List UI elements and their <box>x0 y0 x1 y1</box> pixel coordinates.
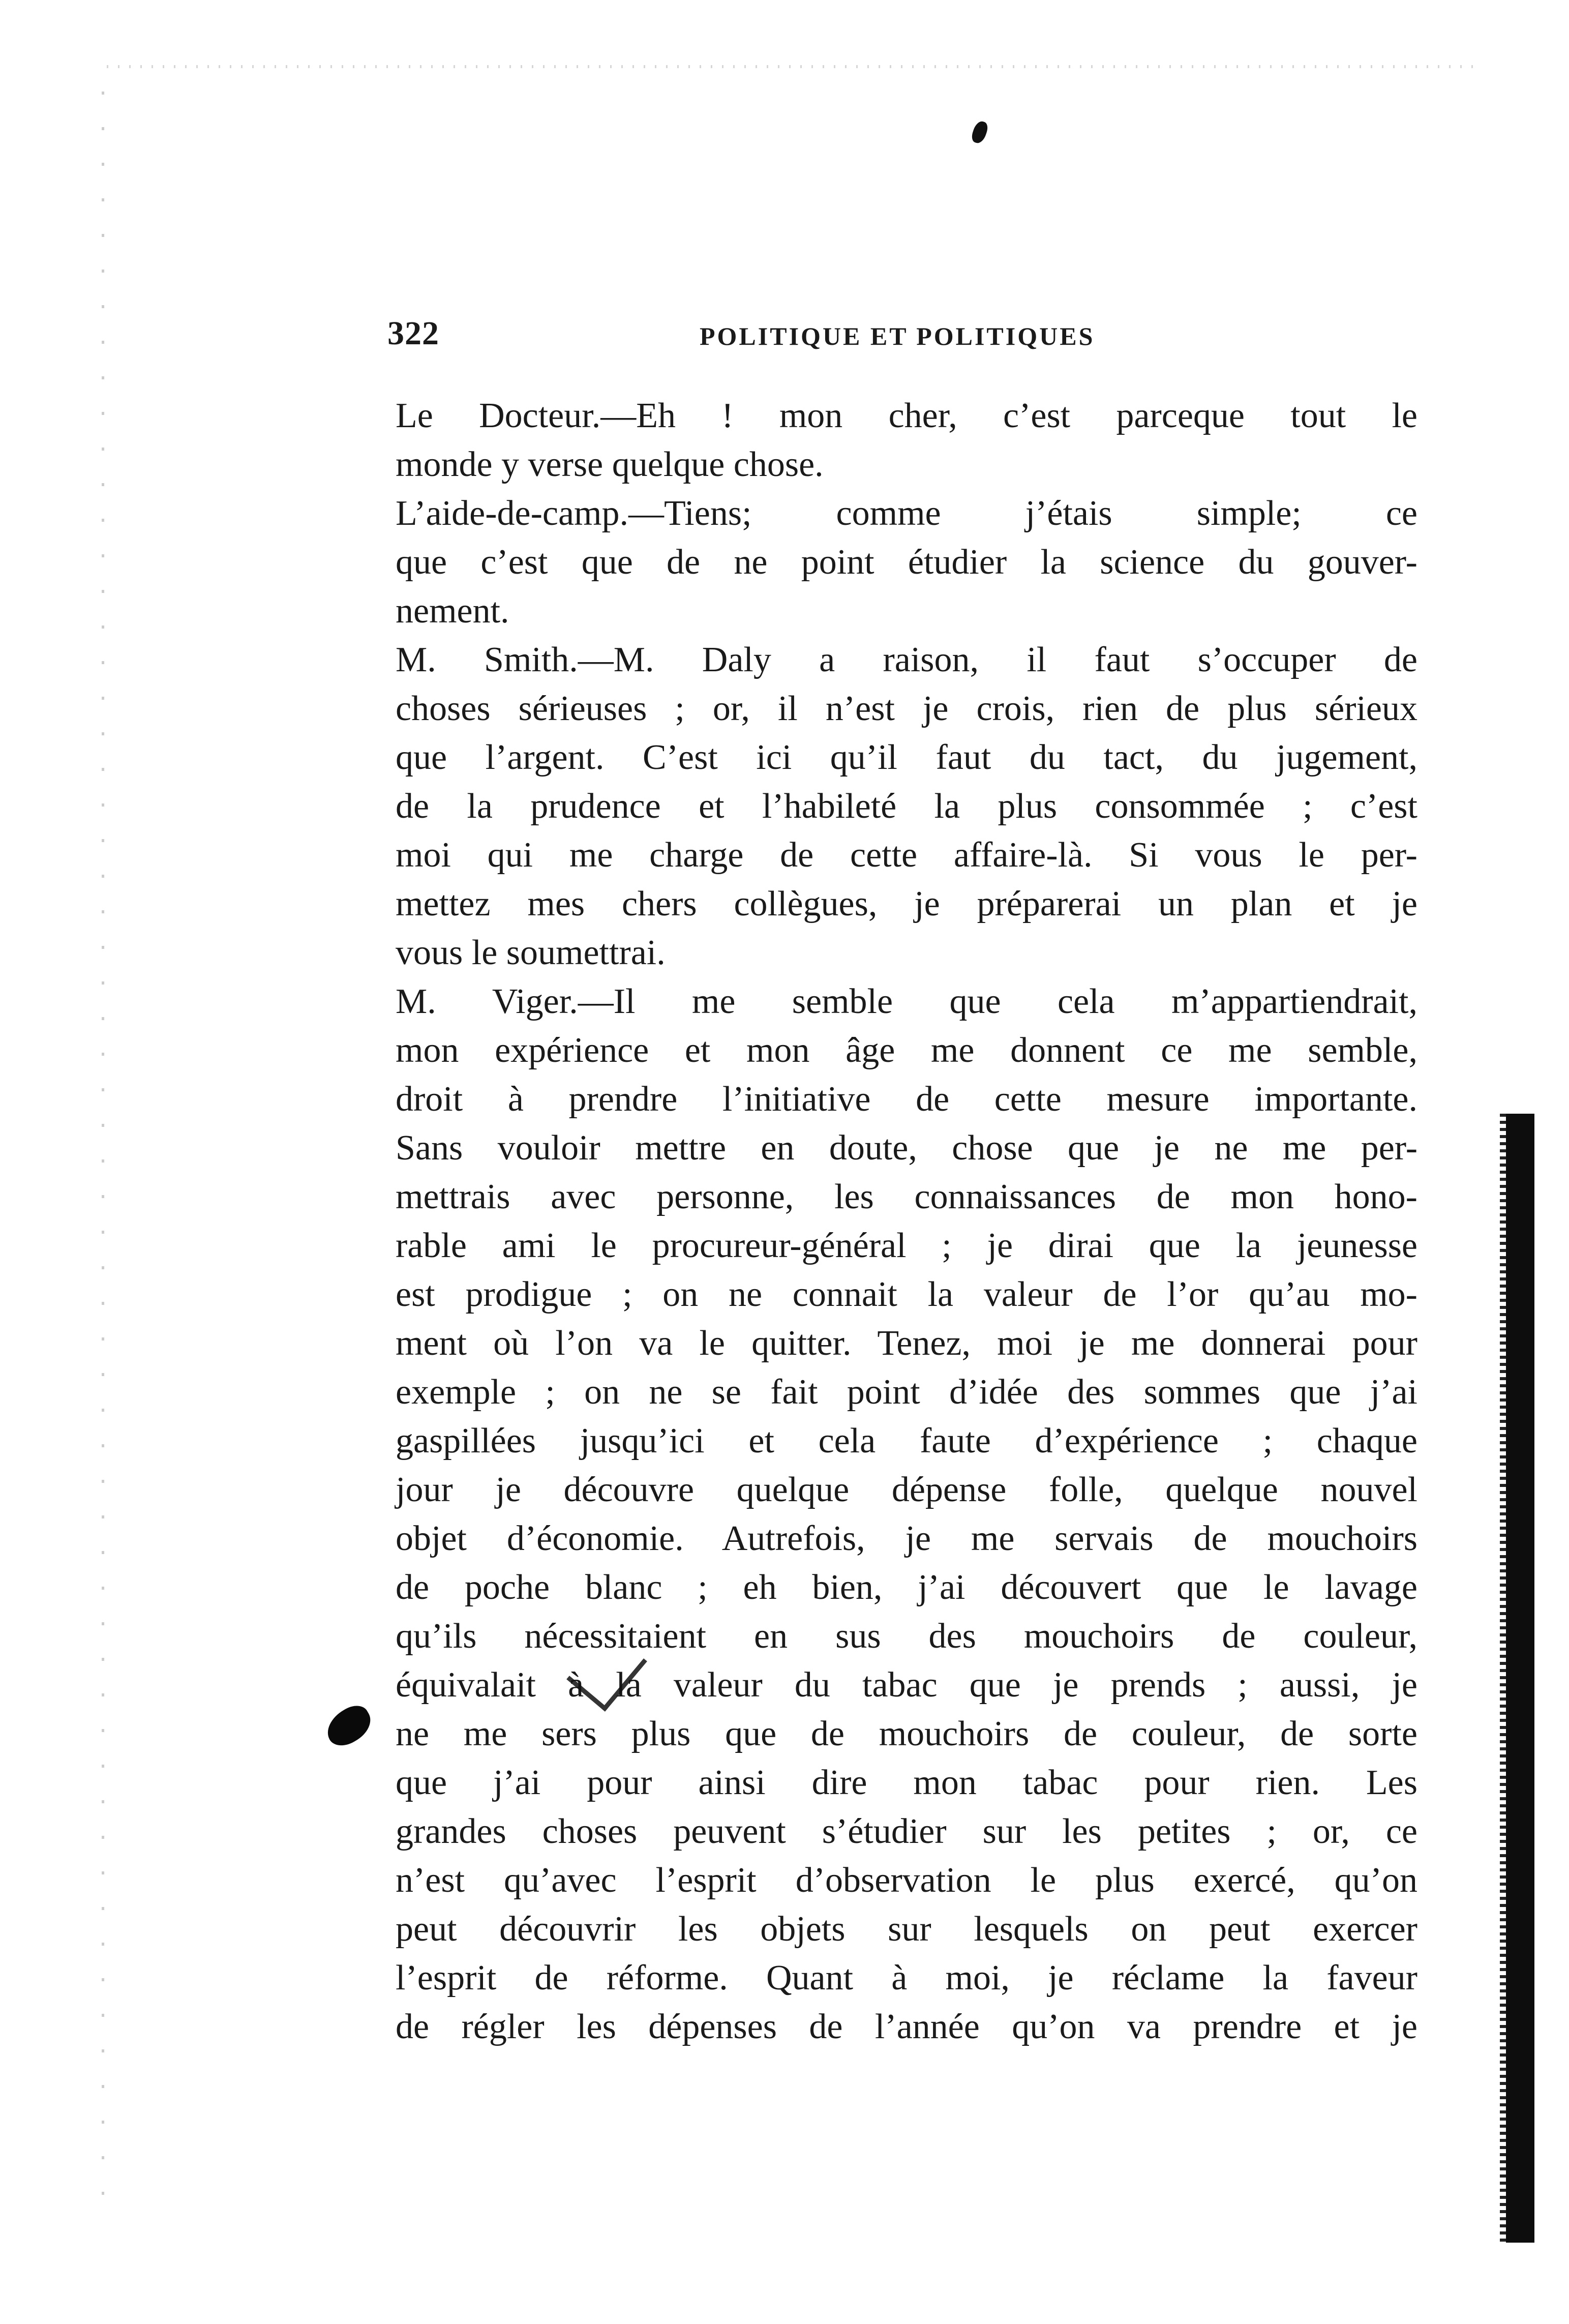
page-number: 322 <box>387 315 439 352</box>
text-line: monde y verse quelque chose. <box>396 445 824 484</box>
text-line: de la prudence et l’habileté la plus consommée ; c’est <box>396 787 1417 826</box>
text-line: droit à prendre l’initiative de cette mesure importante. <box>396 1080 1417 1119</box>
text-line: de poche blanc ; eh bien, j’ai découvert que le lavage <box>396 1568 1417 1607</box>
body-text <box>396 392 1417 2051</box>
text-line: ne me sers plus que de mouchoirs de couleur, de sorte <box>396 1714 1417 1753</box>
text-line: ment où l’on va le quitter. Tenez, moi je me donnerai pour <box>396 1324 1417 1363</box>
text-line: choses sérieuses ; or, il n’est je crois, rien de plus sérieux <box>396 689 1417 728</box>
text-line: M. Viger.—Il me semble que cela m’appartiendrait, <box>396 982 1417 1021</box>
text-line: Le Docteur.—Eh ! mon cher, c’est parceque tout le <box>396 396 1417 435</box>
running-title: POLITIQUE ET POLITIQUES <box>700 322 1095 350</box>
text-line: que c’est que de ne point étudier la science du gouver- <box>396 543 1417 582</box>
text-line: peut découvrir les objets sur lesquels on peut exercer <box>396 1910 1417 1949</box>
text-line: qu’ils nécessitaient en sus des mouchoirs de couleur, <box>396 1617 1417 1656</box>
scan-edge-shadow <box>1506 1114 1534 2243</box>
text-line: nement. <box>396 591 509 631</box>
text-line: n’est qu’avec l’esprit d’observation le plus exercé, qu’on <box>396 1861 1417 1900</box>
text-line: que j’ai pour ainsi dire mon tabac pour rien. Les <box>396 1763 1417 1802</box>
text-line: rable ami le procureur-général ; je dirai que la jeunesse <box>396 1226 1417 1265</box>
text-line: gaspillées jusqu’ici et cela faute d’expérience ; chaque <box>396 1421 1417 1461</box>
text-line: mettez mes chers collègues, je préparerai un plan et je <box>396 884 1417 923</box>
text-line: moi qui me charge de cette affaire-là. Si vous le per- <box>396 836 1417 875</box>
text-line: L’aide-de-camp.—Tiens; comme j’étais simple; ce <box>396 494 1417 533</box>
scan-noise-left <box>102 92 104 2227</box>
ink-blot-margin <box>320 1700 377 1751</box>
text-line: objet d’économie. Autrefois, je me servais de mouchoirs <box>396 1519 1417 1558</box>
text-line: de régler les dépenses de l’année qu’on va prendre et je <box>396 2007 1417 2046</box>
text-line: mon expérience et mon âge me donnent ce me semble, <box>396 1031 1417 1070</box>
text-line: mettrais avec personne, les connaissances de mon hono- <box>396 1177 1417 1216</box>
text-line: que l’argent. C’est ici qu’il faut du tact, du jugement, <box>396 738 1417 777</box>
text-line: exemple ; on ne se fait point d’idée des sommes que j’ai <box>396 1373 1417 1412</box>
text-line: vous le soumettrai. <box>396 933 666 972</box>
text-line: Sans vouloir mettre en doute, chose que je ne me per- <box>396 1128 1417 1168</box>
scan-noise-top <box>107 65 1480 68</box>
text-line: équivalait à la valeur du tabac que je prends ; aussi, je <box>396 1665 1417 1705</box>
text-line: M. Smith.—M. Daly a raison, il faut s’occuper de <box>396 640 1417 679</box>
text-line: grandes choses peuvent s’étudier sur les petites ; or, ce <box>396 1812 1417 1851</box>
text-line: l’esprit de réforme. Quant à moi, je réclame la faveur <box>396 1958 1417 1998</box>
text-line: est prodigue ; on ne connait la valeur de l’or qu’au mo- <box>396 1275 1417 1314</box>
ink-mark-top <box>970 120 989 145</box>
text-line: jour je découvre quelque dépense folle, quelque nouvel <box>396 1470 1417 1509</box>
